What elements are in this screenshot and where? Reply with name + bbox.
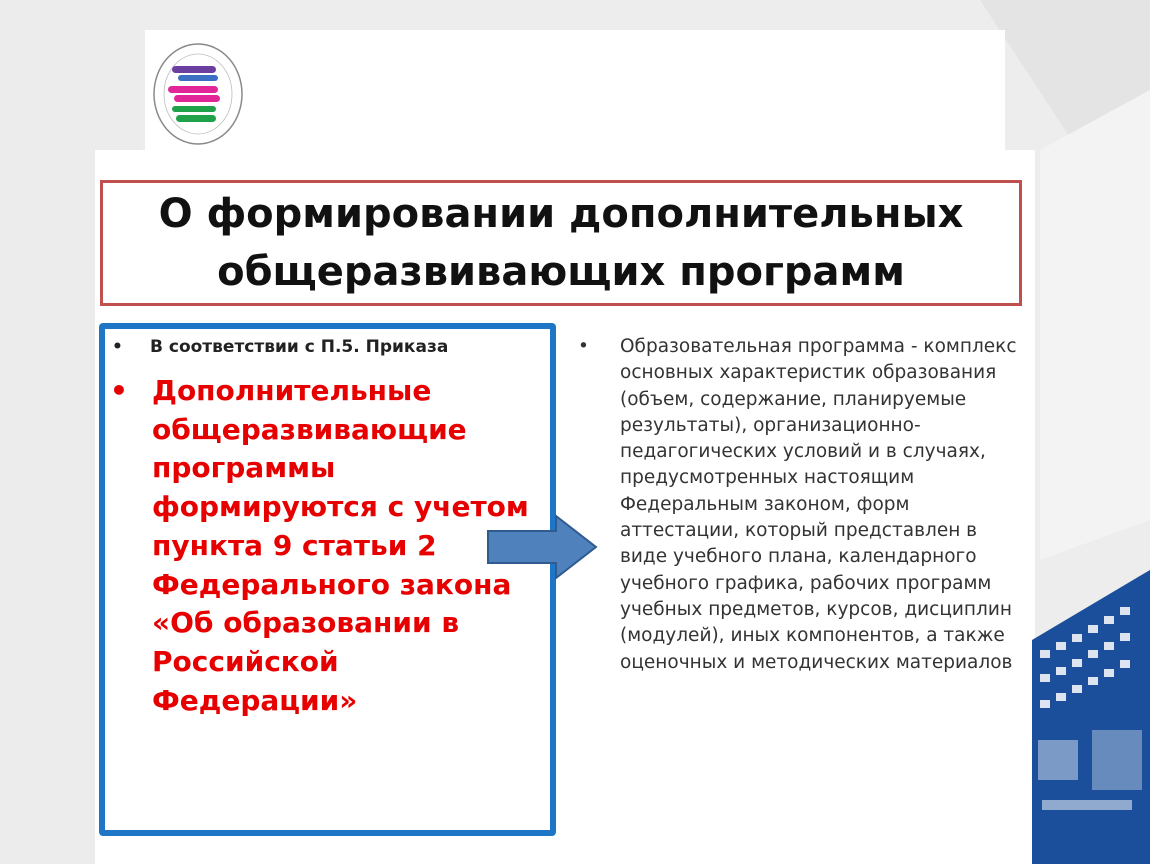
main-red-text: Дополнительные общеразвивающие программы формируются с учетом пункта 9 статьи 2 Федерального закона «Об образовании в Российской Федерации»	[152, 374, 529, 717]
building-illustration	[1032, 570, 1150, 864]
bullet-marker: •	[112, 337, 123, 357]
bullet-marker: •	[578, 336, 589, 357]
bullet-marker: •	[110, 374, 128, 407]
logo-panel	[145, 30, 1005, 155]
slide-title: О формировании дополнительных общеразвивающих программ	[158, 191, 964, 295]
title-box	[100, 180, 1022, 306]
institute-logo	[152, 42, 244, 146]
right-arrow-icon	[486, 514, 598, 580]
definition-text: Образовательная программа - комплекс основных характеристик образования (объем, содержание, планируемые результаты), организационно-педагогических условий и в случаях, предусмотренных настоящим Федеральным законом, форм аттестации, который представлен в виде учебного плана, календарного учебного графика, рабочих программ учебных предметов, курсов, дисциплин (модулей), иных компонентов, а также оценочных и методических материалов	[620, 336, 1017, 673]
intro-text: В соответствии с П.5. Приказа	[150, 337, 449, 357]
